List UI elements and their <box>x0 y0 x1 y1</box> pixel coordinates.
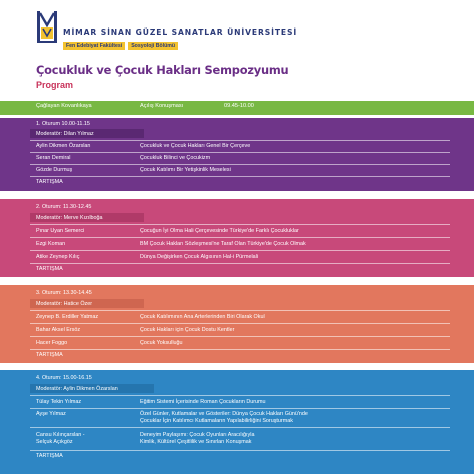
discussion-label: TARTIŞMA <box>36 179 63 185</box>
header <box>0 0 474 100</box>
talk-speaker: Bahar Aksel Ersöz <box>36 327 81 333</box>
opening-time: 09.45-10.00 <box>224 103 254 109</box>
session-heading: 4. Oturum: 15.00-16.15 <box>36 375 92 381</box>
talk-speaker: Ezgi Koman <box>36 241 66 247</box>
talk-title: Çocuk Yoksulluğu <box>140 340 183 346</box>
talk-speaker: Pınar Uyan Semerci <box>36 228 85 234</box>
opening-row <box>0 103 474 113</box>
divider <box>30 349 450 350</box>
talk-speaker: Atike Zeynep Kılıç <box>36 254 80 260</box>
divider <box>30 250 450 251</box>
talk-title: Eğitim Sistemi İçerisinde Roman Çocukların Durumu <box>140 399 266 405</box>
divider <box>30 237 450 238</box>
moderator-label: Moderatör: Hatice Özer <box>36 301 93 307</box>
divider <box>30 176 450 177</box>
talk-title: Deneyim Paylaşımı: Çocuk Oyunları Aracılığıyla <box>140 432 255 438</box>
department-label: Sosyoloji Bölümü <box>128 42 178 50</box>
divider <box>30 310 450 311</box>
divider <box>30 408 450 409</box>
divider <box>30 450 450 451</box>
talk-speaker: Tülay Tekin Yılmaz <box>36 399 82 405</box>
talk-speaker: Aylin Dikmen Özarslan <box>36 143 91 149</box>
faculty-tags <box>63 42 178 50</box>
talk-title: Çocuk Katılımının Ana Arterlerinden Biri Olarak Okul <box>140 314 265 320</box>
talk-title: Çocuk Katılımı Bir Yetişkinlik Meselesi <box>140 167 231 173</box>
university-name: MİMAR SİNAN GÜZEL SANATLAR ÜNİVERSİTESİ <box>63 28 298 37</box>
session-2-band <box>0 199 474 277</box>
talk-title-line-2: Çocuklar İçin Katılımcı Kutlamaların Yapılabilirliğini Soruşturmak <box>140 418 293 424</box>
discussion-label: TARTIŞMA <box>36 352 63 358</box>
divider <box>30 395 450 396</box>
session-3-band <box>0 285 474 363</box>
page-subtitle: Program <box>36 80 74 90</box>
talk-speaker: Ayşe Yılmaz <box>36 411 66 417</box>
divider <box>30 263 450 264</box>
talk-title-line-2: Kimlik, Kültürel Çeşitlilik ve Sınırları Konuşmak <box>140 439 252 445</box>
talk-speaker: Hacer Foggo <box>36 340 68 346</box>
session-heading: 3. Oturum: 13.30-14.45 <box>36 290 92 296</box>
talk-title: Özel Günler, Kutlamalar ve Gösteriler: Dünya Çocuk Hakları Günü'nde <box>140 411 308 417</box>
talk-title: Çocuğun İyi Olma Hali Çerçevesinde Türkiye'de Farklı Çocukluklar <box>140 228 299 234</box>
talk-title: Dünya Değişirken Çocuk Algısının Hal-i Pürmelali <box>140 254 259 260</box>
talk-speaker: Gözde Durmuş <box>36 167 73 173</box>
divider <box>30 323 450 324</box>
moderator-label: Moderatör: Aylin Dikmen Özarslan <box>36 386 118 392</box>
talk-title: BM Çocuk Hakları Sözleşmesi'ne Taraf Olan Türkiye'de Çocuk Olmak <box>140 241 306 247</box>
divider <box>30 224 450 225</box>
university-logo <box>36 9 58 45</box>
session-heading: 2. Oturum: 11.30-12.45 <box>36 204 92 210</box>
session-heading: 1. Oturum 10.00-11.15 <box>36 121 90 127</box>
discussion-label: TARTIŞMA <box>36 266 63 272</box>
divider <box>30 427 450 428</box>
talk-speaker-line-2: Selçuk Açıkgöz <box>36 439 73 445</box>
divider <box>30 140 450 141</box>
talk-title: Çocuk Hakları için Çocuk Dostu Kentler <box>140 327 235 333</box>
faculty-label: Fen Edebiyat Fakültesi <box>63 42 125 50</box>
talk-speaker: Seran Demiral <box>36 155 71 161</box>
talk-speaker: Cansu Kılınçarslan - <box>36 432 85 438</box>
divider <box>30 152 450 153</box>
moderator-label: Moderatör: Dilan Yılmaz <box>36 131 94 137</box>
moderator-label: Moderatör: Merve Kızılboğa <box>36 215 103 221</box>
talk-title: Çocukluk Bilinci ve Çocukizm <box>140 155 211 161</box>
talk-title: Çocukluk ve Çocuk Hakları Genel Bir Çerçeve <box>140 143 251 149</box>
opening-speaker: Çağlayan Kovanlıkaya <box>36 103 92 109</box>
talk-speaker: Zeynep B. Erdiller Yatmaz <box>36 314 99 320</box>
divider <box>30 336 450 337</box>
discussion-label: TARTIŞMA <box>36 453 63 459</box>
divider <box>30 164 450 165</box>
opening-title: Açılış Konuşması <box>140 103 184 109</box>
page-title: Çocukluk ve Çocuk Hakları Sempozyumu <box>36 63 289 77</box>
